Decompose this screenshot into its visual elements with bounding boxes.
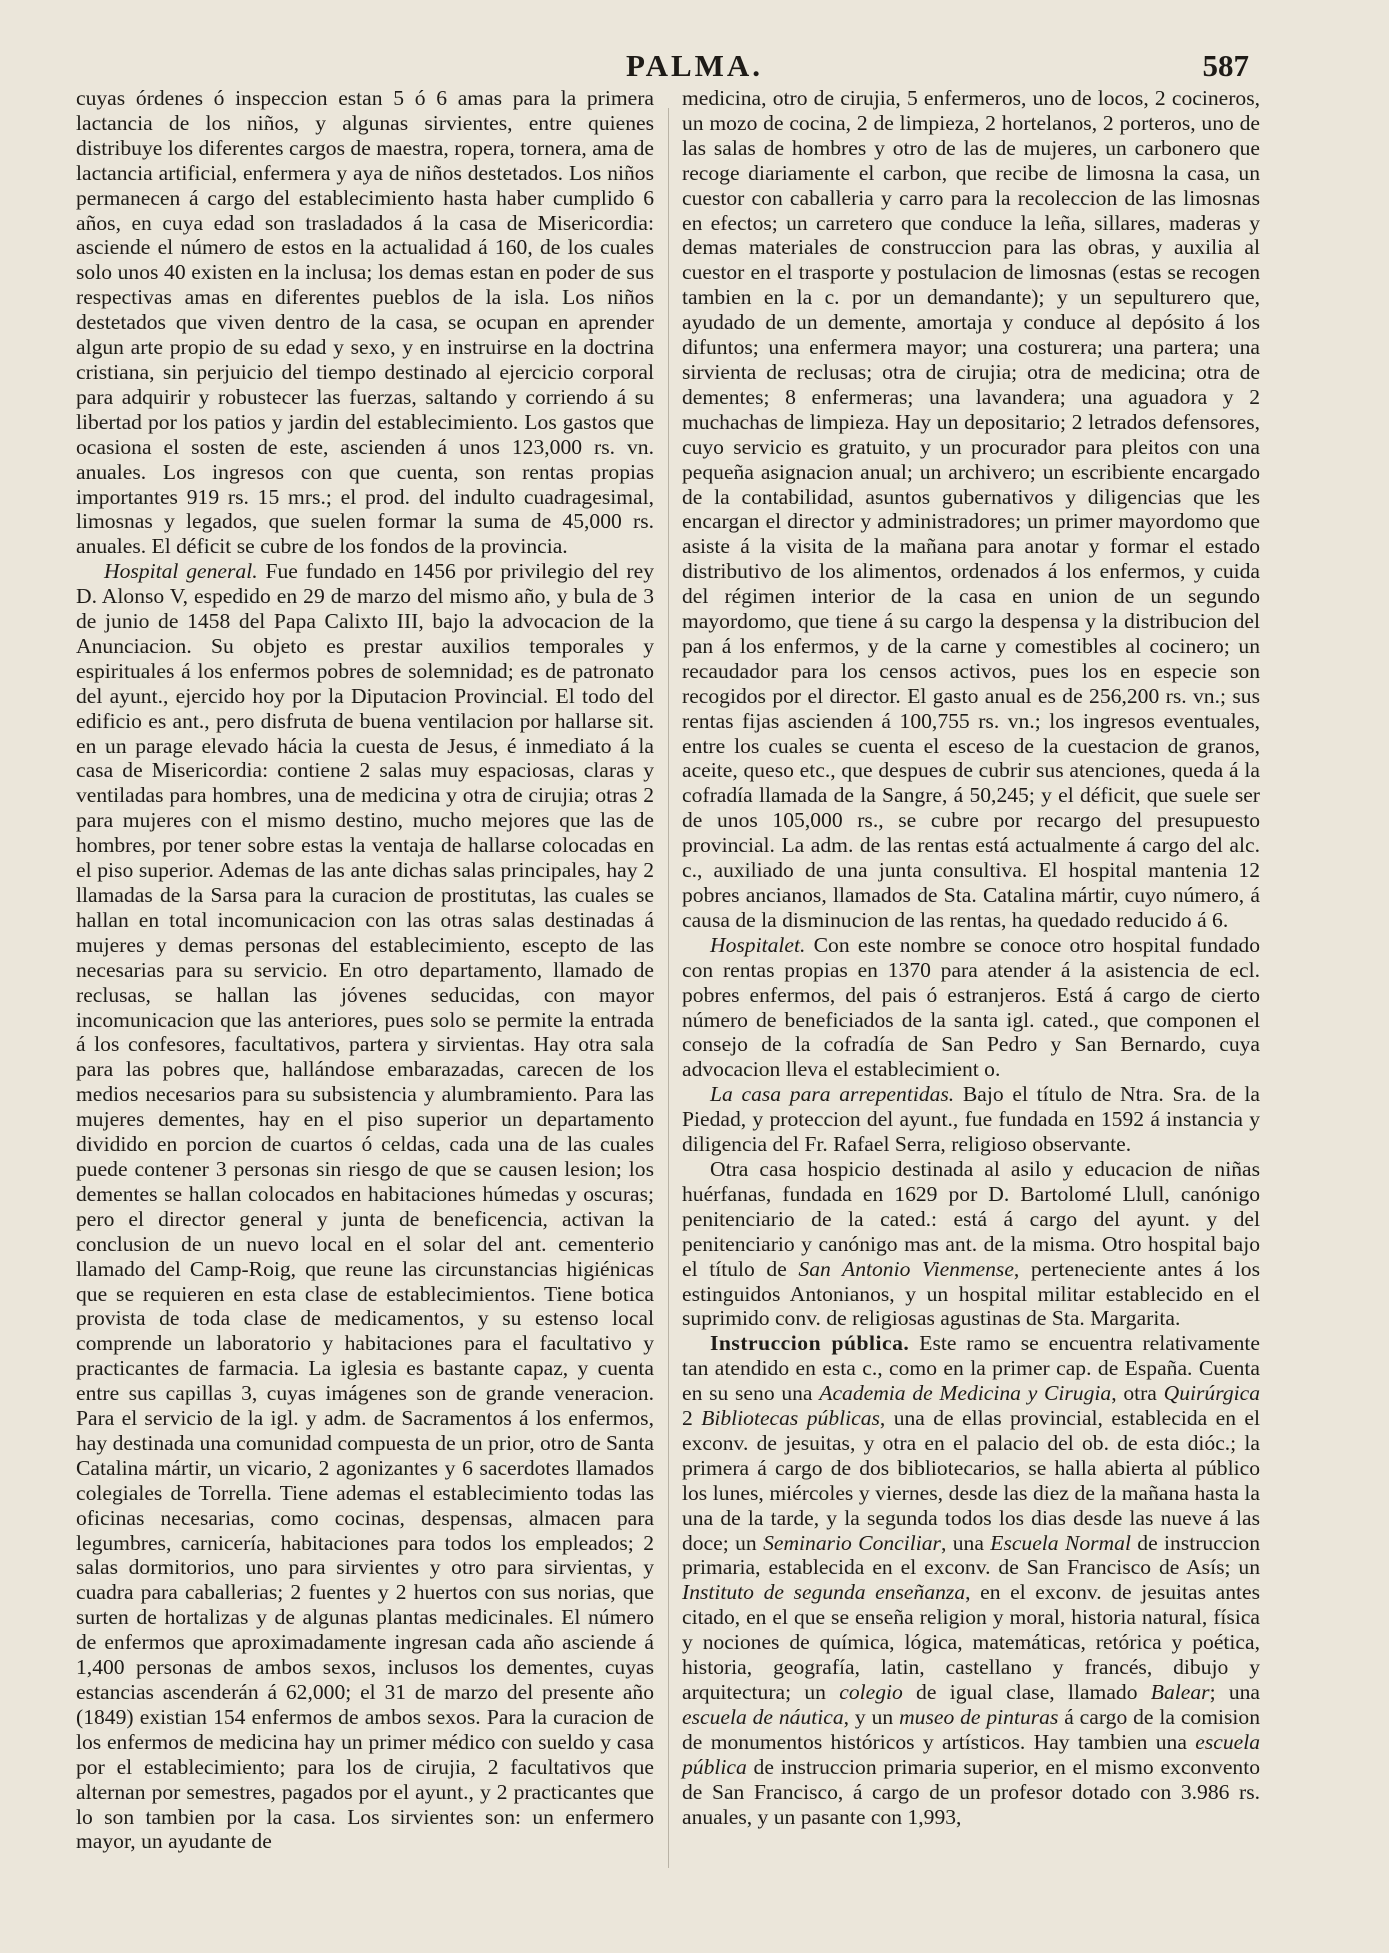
body-text: de instruccion primaria, establecida en el exconv. de San Francisco de Asís; un [682,1530,1260,1580]
paragraph [682,933,1260,1082]
italic-text: San Antonio Vienmense [798,1256,1014,1281]
italic-text: Balear [1150,1680,1210,1704]
italic-text: escuela de náutica [682,1704,844,1729]
paragraph [76,559,654,1854]
body-text: 2 [682,1406,702,1431]
body-text: de igual clase, llamado [902,1680,1151,1704]
body-text: medicina, otro de cirujia, 5 enfermeros, uno de locos, 2 cocineros, un mozo de cocina, 2 de limpieza, 2 hortelanos, 2 porteros, uno de las salas de hombres y otro de las de mujeres, un carbonero que recoge diariamente el carbon, que recibe de limosna la casa, un cuestor con caballeria y carro para la recoleccion de las limosnas en efectos; un carretero que conduce la leña, sillares, maderas y demas materiales de construccion para las obras, y auxilia al cuestor en el trasporte y postulacion de limosnas (estas se recogen tambien en la c. por un demandante); y un sepulturero que, ayudado de un demente, amortaja y conduce al depósito á los difuntos; una enfermera mayor; una costurera; una partera; una sirvienta de reclusas; otra de cirujia; otra de medicina; otra de dementes; 8 enfermeras; una lavandera; una aguadora y 2 muchachas de limpieza. Hay un depositario; 2 letrados defensores, cuyo servicio es gratuito, y un procurador para pleitos con una pequeña asignacion anual; un archivero; un escribiente encargado de la contabilidad, asuntos gubernativos y diligencias que les encargan el director y administradores; un primer mayordomo que asiste á la visita de la mañana para anotar y formar el estado distributivo de los alimentos, ordenados á los enfermos, y cuida del régimen interior de la casa en union de un segundo mayordomo, que tiene á su cargo la despensa y la distribucion del pan á los enfermos, y de la carne y comestibles al cocinero; un recaudador para los censos activos, pues los en especie son recogidos por el director. El gasto anual es de 256,200 rs. vn.; sus rentas fijas ascienden á 100,755 rs. vn.; los ingresos eventuales, entre los cuales se cuenta el esceso de la cuestacion de granos, aceite, queso etc., que despues de cubrir sus atenciones, queda á la cofradía llamada de la Sangre, á 50,245; y el déficit, que suele ser de unos 105,000 rs., se cubre por recargo del presupuesto provincial. La adm. de las rentas está actualmente á cargo del alc. c., auxiliado de una junta consultiva. El hospital mantenia 12 pobres ancianos, llamados de Sta. Catalina mártir, cuyo número, á causa de la disminucion de las rentas, ha quedado reducido á 6. [682,86,1260,932]
left-column [76,86,654,1854]
italic-text: Instituto de segunda enseñanza [682,1580,966,1605]
italic-text: Escuela Normal [990,1530,1131,1555]
italic-text: Seminario Conciliar [763,1530,941,1555]
paragraph [682,1082,1260,1157]
column-divider [668,108,669,1868]
body-text: Otra casa hospicio destinada al asilo y educacion de niñas huérfanas, fundada en 1629 por D. Bartolomé Llull, canónigo penitenciario de la cated.: está á cargo del ayunt. y del penitenciario y canónigo mas ant. de la misma. Otro hospital bajo el título de [682,1156,1260,1281]
body-text: Este ramo se encuentra relativamente tan atendido en esta c., como en la primer cap. de España. Cuenta en su seno una [682,1331,1260,1406]
page-number: 587 [1202,48,1249,83]
body-text: ; una [1209,1680,1261,1704]
body-text: , una de ellas provincial, establecida en el exconv. de jesuitas, y otra en el palacio del ob. de esta dióc.; la primera á cargo de dos bibliotecarios, se halla abierta al público los lunes, miércoles y viernes, desde las diez de la mañana hasta la una de la tarde, y la segunda todos los dias desde las nueve á las doce; un [682,1406,1260,1555]
body-text: Bajo el título de Ntra. Sra. de la Piedad, y proteccion del ayunt., fue fundada en 1592 á instancia y diligencia del Fr. Rafael Serra, religioso observante. [682,1082,1260,1157]
running-title: PALMA. [625,48,764,83]
paragraph [682,86,1260,933]
italic-text: Bibliotecas públicas [701,1406,880,1431]
paragraph [76,86,654,559]
italic-text: Hospital general. [104,559,258,584]
italic-text: colegio [839,1680,903,1704]
body-text: , perteneciente antes á los estinguidos Antonianos, y un hospital militar establecido en el suprimido conv. de religiosas agustinas de Sta. Margarita. [682,1256,1260,1331]
right-column [682,86,1260,1829]
italic-text: escuela pública [682,1729,1260,1779]
italic-text: museo de pinturas [899,1704,1059,1729]
italic-text: Quirúrgica [1163,1381,1260,1406]
body-text: de instruccion primaria superior, en el mismo exconvento de San Francisco, á cargo de un profesor dotado con 3.986 rs. anuales, y un pasante con 1,993, [682,1754,1260,1829]
paragraph [682,1157,1260,1331]
italic-text: Hospitalet. [710,932,806,957]
body-text: Con este nombre se conoce otro hospital fundado con rentas propias en 1370 para atender á la asistencia de ecl. pobres enfermos, del pais ó estranjeros. Está á cargo de cierto número de beneficiados de la santa igl. cated., que componen el consejo de la cofradía de San Pedro y San Bernardo, cuya advocacion lleva el establecimient o. [682,932,1260,1082]
body-text: , otra [1111,1381,1164,1406]
body-text: , y un [843,1704,900,1729]
body-text: , en el exconv. de jesuitas antes citado, en el que se enseña religion y moral, historia natural, física y nociones de química, lógica, matemáticas, retórica y poética, historia, geografía, latin, castellano y francés, dibujo y arquitectura; un [682,1580,1260,1704]
section-heading: Instruccion pública. [710,1331,910,1356]
paragraph [682,1331,1260,1829]
body-text: Fue fundado en 1456 por privilegio del rey D. Alonso V, espedido en 29 de marzo del mismo año, y bula de 3 de junio de 1458 del Papa Calixto III, bajo la advocacion de la Anunciacion. Su objeto es prestar auxilios temporales y espirituales á los enfermos pobres de solemnidad; es de patronato del ayunt., ejercido hoy por la Diputacion Provincial. El todo del edificio es ant., pero disfruta de buena ventilacion por hallarse sit. en un parage elevado hácia la cuesta de Jesus, é inmediato á la casa de Misericordia: contiene 2 salas muy espaciosas, claras y ventiladas para hombres, una de medicina y otra de cirujia; otras 2 para mujeres con el mismo destino, mucho mejores que las de hombres, por tener sobre estas la ventaja de hallarse colocadas en el piso superior. Ademas de las ante dichas salas principales, hay 2 llamadas de la Sarsa para la curacion de prostitutas, las cuales se hallan en total incomunicacion con las otras salas destinadas á mujeres y demas personas del establecimiento, escepto de las necesarias para su servicio. En otro departamento, llamado de reclusas, se hallan las jóvenes seducidas, con mayor incomunicacion que las anteriores, pues solo se permite la entrada á los confesores, facultativos, partera y sirvientas. Hay otra sala para las pobres que, hallándose embarazadas, carecen de los medios necesarios para su subsistencia y alumbramiento. Para las mujeres dementes, hay en el piso superior un departamento dividido en porcion de cuartos ó celdas, cada una de las cuales puede contener 3 personas sin riesgo de que se causen lesion; los dementes se hallan colocados en habitaciones húmedas y oscuras; pero el director general y junta de beneficencia, activan la conclusion de un nuevo local en el solar del ant. cementerio llamado del Camp-Roig, que reune las circunstancias higiénicas que se requieren en esta clase de establecimientos. Tiene botica provista de toda clase de medicamentos, y su estenso local comprende un laboratorio y habitaciones para el facultativo y practicantes de farmacia. La iglesia es bastante capaz, y cuenta entre sus capillas 3, cuyas imágenes son de grande veneracion. Para el servicio de la igl. y adm. de Sacramentos á los enfermos, hay destinada una comunidad compuesta de un prior, otro de Santa Catalina mártir, un vicario, 2 agonizantes y 6 sacerdotes llamados colegiales de Torrella. Tiene ademas el establecimiento todas las oficinas necesarias, como cocinas, despensas, almacen para legumbres, carnicería, habitaciones para todos los empleados; 2 salas dormitorios, uno para sirvientes y otro para sirvientas, y cuadra para caballerias; 2 fuentes y 2 huertos con sus norias, que surten de hortalizas y de algunas plantas medicinales. El número de enfermos que aproximadamente ingresan cada año asciende á 1,400 personas de ambos sexos, inclusos los dementes, cuyas estancias ascenderán á 62,000; el 31 de marzo del presente año (1849) existian 154 enfermos de ambos sexos. Para la curacion de los enfermos de medicina hay un primer médico con sueldo y casa por el establecimiento; para los de cirujia, 2 facultativos que alternan por semestres, pagados por el ayunt., y 2 practicantes que lo son tambien por la casa. Los sirvientes son: un enfermero mayor, un ayudante de [76,559,654,1854]
page-header [0,48,1389,88]
italic-text: Academia de Medicina y Cirugia [819,1381,1112,1406]
italic-text: La casa para arrepentidas. [710,1082,955,1107]
body-text: cuyas órdenes ó inspeccion estan 5 ó 6 amas para la primera lactancia de los niños, y algunas sirvientes, entre quienes distribuye los diferentes cargos de maestra, ropera, tornera, ama de lactancia artificial, enfermera y aya de niños destetados. Los niños permanecen á cargo del establecimiento hasta haber cumplido 6 años, en cuya edad son trasladados á la casa de Misericordia: asciende el número de estos en la actualidad á 160, de los cuales solo unos 40 existen en la inclusa; los demas estan en poder de sus respectivas amas en diferentes pueblos de la isla. Los niños destetados que viven dentro de la casa, se ocupan en aprender algun arte propio de su edad y sexo, y en instruirse en la doctrina cristiana, sin perjuicio del tiempo destinado al ejercicio corporal para adquirir y robustecer las fuerzas, saltando y corriendo á su libertad por los patios y jardin del establecimiento. Los gastos que ocasiona el sosten de este, ascienden á unos 123,000 rs. vn. anuales. Los ingresos con que cuenta, son rentas propias importantes 919 rs. 15 mrs.; el prod. del indulto cuadragesimal, limosnas y legados, que suelen formar la suma de 45,000 rs. anuales. El déficit se cubre de los fondos de la provincia. [76,86,654,559]
body-text: á cargo de la comision de monumentos históricos y artísticos. Hay tambien una [682,1704,1261,1754]
body-text: , una [940,1530,991,1555]
